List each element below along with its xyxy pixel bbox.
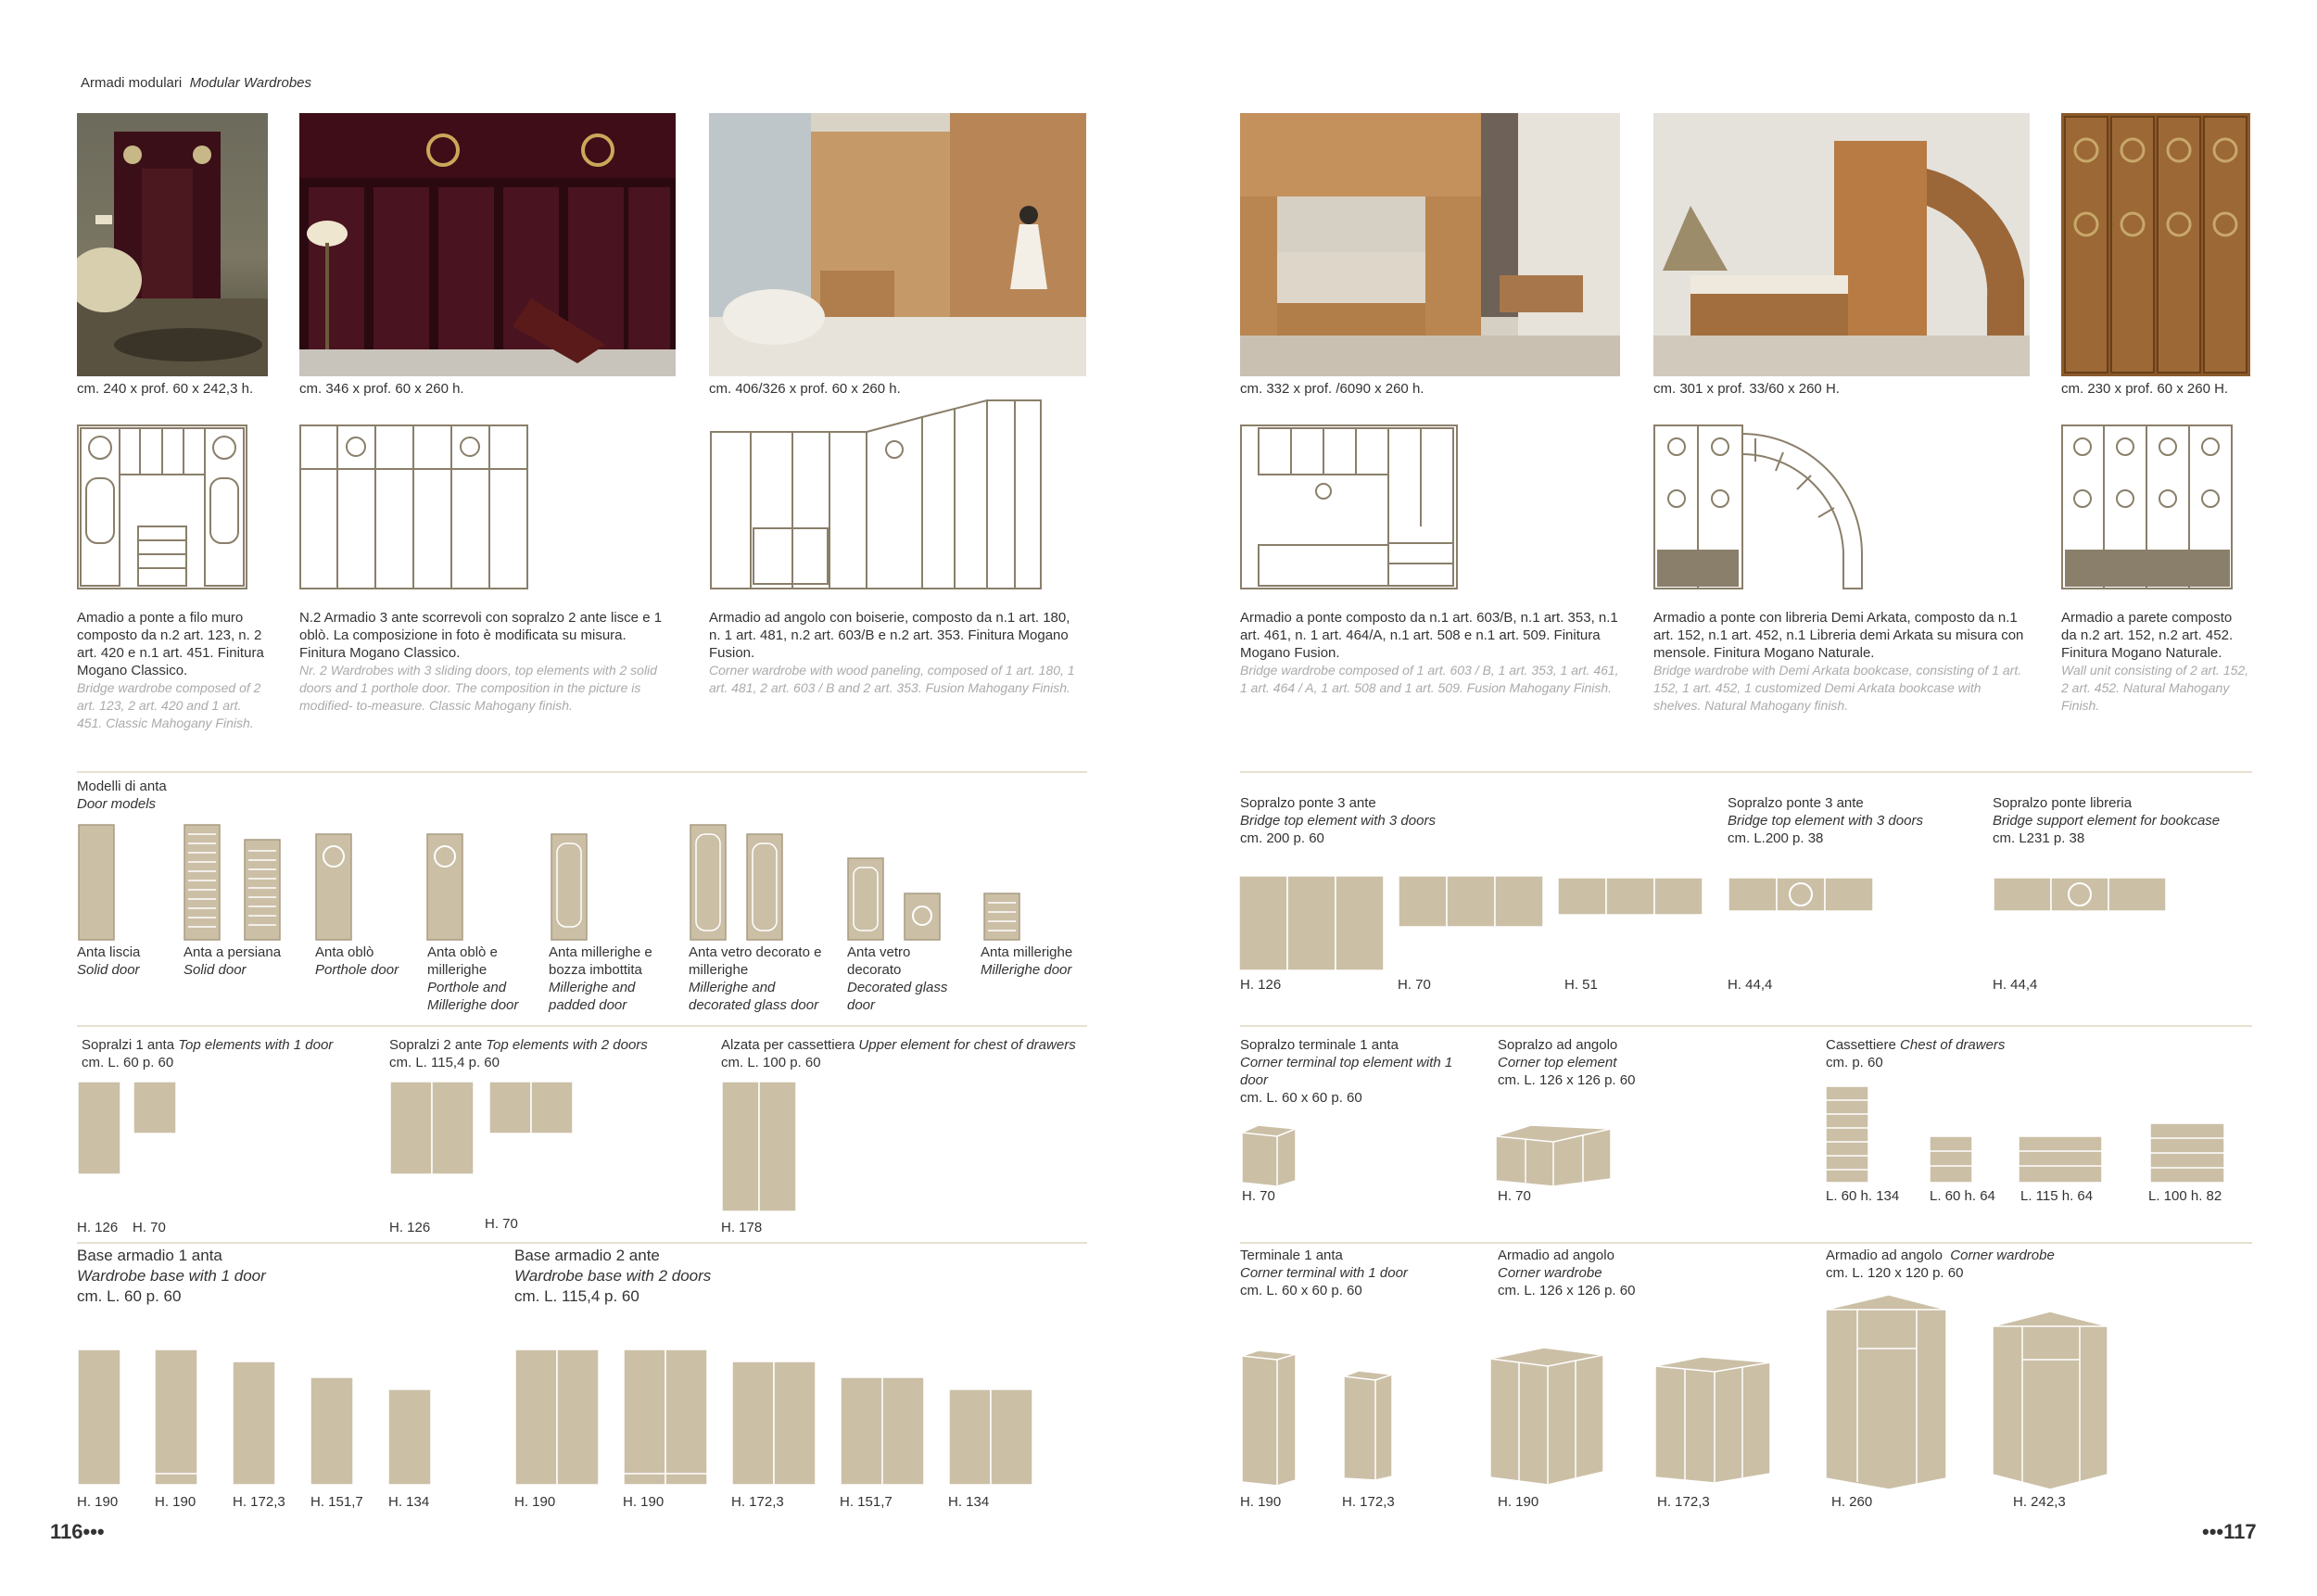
description-it: Armadio a ponte con libreria Demi Arkata, composto da n.1 art. 152, n.1 art. 452, n.1 Libreria demi Arkata su misura con mensole. Finitura Mogano Naturale. — [1653, 610, 2024, 661]
section-title: Sopralzo ponte 3 ante — [1240, 795, 1376, 811]
door-models-drawings — [77, 823, 1096, 944]
section-title: Base armadio 1 anta — [77, 1247, 222, 1264]
height-label: H. 190 — [1498, 1494, 1539, 1510]
divider — [77, 1025, 1087, 1027]
height-label: H. 190 — [77, 1494, 119, 1510]
door-porthole — [316, 834, 351, 940]
door-model-label: Anta oblò — [315, 944, 374, 960]
door-model-label: Anta millerighe — [981, 944, 1073, 960]
sopralzi-2-ante-drawing — [389, 1081, 575, 1175]
height-label: H. 172,3 — [1657, 1494, 1710, 1510]
section-title: Sopralzo ponte 3 ante — [1728, 795, 1864, 811]
terminale-top-drawing — [1240, 1123, 1299, 1188]
description-en: Corner wardrobe with wood paneling, composed of 1 art. 180, 1 art. 481, 2 art. 603 / B and 2 art. 353. Fusion Mahogany Finish. — [709, 663, 1075, 695]
armadio-angolo-grande-drawing — [1824, 1293, 2121, 1492]
section-title-block — [1240, 794, 1436, 847]
divider — [77, 1242, 1087, 1244]
height-label: L. 100 h. 82 — [2148, 1188, 2222, 1204]
door-solid — [79, 825, 114, 940]
sopralzi-1-anta-drawing — [77, 1081, 179, 1175]
height-label: H. 70 — [1242, 1188, 1275, 1204]
alzata-drawing — [721, 1081, 797, 1212]
door-model-label: Anta liscia — [77, 944, 141, 960]
section-title: Sopralzi 1 anta Top elements with 1 door — [82, 1037, 334, 1053]
door-millerighe — [984, 893, 1019, 940]
section-title-en: Wardrobe base with 2 doors — [514, 1267, 712, 1285]
drawing-sliding-wardrobe — [299, 424, 528, 589]
photo-bridge-wardrobe — [77, 113, 268, 376]
photo-arkata-bookcase — [1653, 113, 2030, 376]
divider — [1240, 1025, 2252, 1027]
section-dims: cm. L.200 p. 38 — [1728, 830, 1824, 846]
height-label: H. 172,3 — [731, 1494, 784, 1510]
photo-caption: cm. 346 x prof. 60 x 260 h. — [299, 381, 464, 397]
section-title: Armadio ad angolo — [1826, 1248, 1943, 1263]
section-title-block — [77, 1246, 266, 1307]
section-dims: cm. L. 115,4 p. 60 — [389, 1055, 500, 1070]
door-model-label: Anta oblò e millerighe — [427, 944, 498, 978]
door-model-item — [184, 944, 281, 979]
divider — [77, 771, 1087, 773]
photo-caption: cm. 406/326 x prof. 60 x 260 h. — [709, 381, 901, 397]
drawing-bridge-bed — [1240, 424, 1458, 589]
height-label: H. 44,4 — [1728, 977, 1773, 993]
section-title-en: Wardrobe base with 1 door — [77, 1267, 266, 1285]
door-model-item — [427, 944, 538, 1014]
height-label: H. 190 — [1240, 1494, 1282, 1510]
armadio-angolo-drawing — [1488, 1346, 1785, 1489]
description-it: Armadio ad angolo con boiserie, composto da n.1 art. 180, n. 1 art. 481, n.2 art. 603/B e n.2 art. 353. Finitura Mogano Fusion. — [709, 610, 1070, 661]
height-label: H. 190 — [623, 1494, 665, 1510]
description-en: Nr. 2 Wardrobes with 3 sliding doors, top elements with 2 solid doors and 1 porthole door. The composition in the picture is modified- to-measure. Classic Mahogany finish. — [299, 663, 657, 713]
top-element-126 — [78, 1082, 120, 1174]
section-title: Alzata per cassettiera Upper element for chest of drawers — [721, 1037, 1076, 1053]
section-title: Sopralzo ad angolo — [1498, 1037, 1618, 1053]
door-model-label: Anta vetro decorato — [847, 944, 911, 978]
height-label: H. 151,7 — [840, 1494, 893, 1510]
description-it: Armadio a parete composto da n.2 art. 152, n.2 art. 452. Finitura Mogano Naturale. — [2061, 610, 2234, 661]
door-model-item — [847, 944, 956, 1014]
door-model-label-en: Millerighe and padded door — [549, 980, 636, 1013]
height-label: H. 44,4 — [1993, 977, 2038, 993]
section-title-en: Corner terminal with 1 door — [1240, 1265, 1408, 1281]
section-dims: cm. p. 60 — [1826, 1055, 1883, 1070]
divider — [1240, 771, 2252, 773]
section-dims: cm. L. 60 x 60 p. 60 — [1240, 1090, 1362, 1106]
section-dims: cm. L. 126 x 126 p. 60 — [1498, 1072, 1636, 1088]
page-number-left: 116••• — [50, 1520, 105, 1543]
description-en: Bridge wardrobe composed of 2 art. 123, 2 art. 420 and 1 art. 451. Classic Mahogany Finish. — [77, 680, 261, 730]
door-models-title-en: Door models — [77, 796, 157, 812]
height-label: H. 134 — [388, 1494, 430, 1510]
height-label: L. 60 h. 134 — [1826, 1188, 1900, 1204]
height-label: H. 242,3 — [2013, 1494, 2066, 1510]
section-title: Base armadio 2 ante — [514, 1247, 660, 1264]
section-title-block — [514, 1246, 711, 1307]
description-block — [299, 609, 675, 715]
height-label: L. 115 h. 64 — [2020, 1188, 2094, 1204]
description-en: Bridge wardrobe with Demi Arkata bookcase, consisting of 1 art. 152, 1 art. 452, 1 customized Demi Arkata bookcase with shelves. Natural Mahogany finish. — [1653, 663, 2022, 713]
photo-sliding-wardrobe — [299, 113, 676, 376]
height-label: H. 70 — [1498, 1188, 1531, 1204]
sopralzo-ponte-porthole-drawing — [1728, 877, 1876, 912]
door-model-item — [549, 944, 669, 1014]
section-title-block — [1498, 1247, 1635, 1299]
drawing-wall-unit — [2061, 424, 2233, 589]
height-label: H. 172,3 — [233, 1494, 285, 1510]
sopralzo-ponte-drawing — [1238, 875, 1713, 971]
door-model-label: Anta a persiana — [184, 944, 282, 960]
section-dims: cm. L. 115,4 p. 60 — [514, 1287, 639, 1305]
description-en: Bridge wardrobe composed of 1 art. 603 / B, 1 art. 353, 1 art. 461, 1 art. 464 / A, 1 art. 508 and 1 art. 509. Fusion Mahogany Finish. — [1240, 663, 1619, 695]
door-model-label-en: Solid door — [184, 962, 247, 978]
description-block — [77, 609, 267, 732]
description-block — [1240, 609, 1622, 697]
cassettiere-drawing — [1824, 1084, 2228, 1184]
section-dims: cm. L. 60 p. 60 — [82, 1055, 174, 1070]
section-title-block — [1728, 794, 1923, 847]
section-title: Armadio ad angolo — [1498, 1248, 1614, 1263]
height-label: H. 70 — [133, 1220, 166, 1235]
height-label: H. 260 — [1831, 1494, 1873, 1510]
section-title-en: Corner wardrobe — [1950, 1248, 2055, 1263]
door-model-label-en: Solid door — [77, 962, 140, 978]
divider — [1240, 1242, 2252, 1244]
page-number-right: •••117 — [2202, 1520, 2257, 1543]
door-model-label-en: Millerighe door — [981, 962, 1072, 978]
door-model-item — [981, 944, 1072, 979]
door-model-item — [77, 944, 140, 979]
description-en: Wall unit consisting of 2 art. 152, 2 art. 452. Natural Mahogany Finish. — [2061, 663, 2249, 713]
section-title-en: Bridge top element with 3 doors — [1728, 813, 1923, 829]
height-label: H. 126 — [389, 1220, 431, 1235]
terminale-1-anta-drawing — [1240, 1349, 1407, 1488]
section-dims: cm. L. 60 x 60 p. 60 — [1240, 1283, 1362, 1298]
door-decorated-glass-2 — [905, 893, 940, 940]
height-label: H. 151,7 — [310, 1494, 363, 1510]
height-label: H. 126 — [1240, 977, 1282, 993]
angolo-top-drawing — [1494, 1123, 1614, 1188]
section-dims: cm. 200 p. 60 — [1240, 830, 1324, 846]
door-model-label-en: Porthole door — [315, 962, 399, 978]
photo-caption: cm. 230 x prof. 60 x 260 H. — [2061, 381, 2229, 397]
door-model-item — [689, 944, 828, 1014]
header-title-en: Modular Wardrobes — [189, 75, 312, 91]
section-title-en: Corner top element — [1498, 1055, 1617, 1070]
door-models-title: Modelli di anta — [77, 779, 167, 794]
drawing-corner-wardrobe — [709, 399, 1043, 589]
section-dims: cm. L. 60 p. 60 — [77, 1287, 182, 1305]
description-block — [2061, 609, 2251, 715]
description-block — [709, 609, 1084, 697]
section-title-en: Bridge top element with 3 doors — [1240, 813, 1436, 829]
section-title: Terminale 1 anta — [1240, 1248, 1343, 1263]
base-1-anta-drawing — [77, 1349, 448, 1488]
height-label: H. 190 — [155, 1494, 196, 1510]
height-label: H. 70 — [485, 1216, 518, 1232]
sopralzo-libreria-drawing — [1993, 877, 2169, 912]
drawing-arkata-bookcase — [1653, 424, 1867, 589]
height-label: H. 126 — [77, 1220, 119, 1235]
section-dims: cm. L. 100 p. 60 — [721, 1055, 821, 1070]
section-title-en: Corner terminal top element with 1 door — [1240, 1055, 1453, 1088]
photo-caption: cm. 240 x prof. 60 x 242,3 h. — [77, 381, 254, 397]
height-label: H. 134 — [948, 1494, 990, 1510]
section-header — [81, 74, 311, 92]
door-model-item — [315, 944, 399, 979]
description-it: Armadio a ponte composto da n.1 art. 603/B, n.1 art. 353, n.1 art. 461, n. 1 art. 464/A, n.1 art. 508 e n.1 art. 509. Finitura Mogano Fusion. — [1240, 610, 1618, 661]
height-label: H. 51 — [1564, 977, 1598, 993]
section-title-block — [1993, 794, 2220, 847]
section-title-block — [1240, 1247, 1408, 1299]
section-title: Sopralzo terminale 1 anta — [1240, 1037, 1399, 1053]
section-dims: cm. L. 120 x 120 p. 60 — [1826, 1265, 1964, 1281]
door-louvre-1 — [184, 825, 220, 940]
section-title-block — [1498, 1036, 1635, 1089]
photo-caption: cm. 332 x prof. /6090 x 260 h. — [1240, 381, 1424, 397]
section-title: Sopralzo ponte libreria — [1993, 795, 2133, 811]
section-title-en: Bridge support element for bookcase — [1993, 813, 2221, 829]
section-title: Cassettiere Chest of drawers — [1826, 1037, 2006, 1053]
door-model-label-en: Millerighe and decorated glass door — [689, 980, 819, 1013]
section-title: Sopralzi 2 ante Top elements with 2 doors — [389, 1037, 648, 1053]
section-dims: cm. L231 p. 38 — [1993, 830, 2085, 846]
section-title-en: Corner wardrobe — [1498, 1265, 1602, 1281]
photo-caption: cm. 301 x prof. 33/60 x 260 H. — [1653, 381, 1840, 397]
height-label: H. 172,3 — [1342, 1494, 1395, 1510]
section-title-block — [1240, 1036, 1481, 1107]
door-model-label-en: Decorated glass door — [847, 980, 948, 1013]
door-model-label: Anta millerighe e bozza imbottita — [549, 944, 652, 978]
description-it: N.2 Armadio 3 ante scorrevoli con sopralzo 2 ante lisce e 1 oblò. La composizione in foto è modificata su misura. Finitura Mogano Classico. — [299, 610, 663, 661]
drawing-bridge-wardrobe — [77, 424, 248, 589]
height-label: H. 190 — [514, 1494, 556, 1510]
door-porthole-millerighe — [427, 834, 462, 940]
height-label: L. 60 h. 64 — [1930, 1188, 1995, 1204]
photo-corner-wardrobe — [709, 113, 1086, 376]
photo-bridge-bed — [1240, 113, 1620, 376]
section-title-block — [1826, 1247, 2055, 1282]
top-element-70 — [133, 1082, 176, 1134]
description-block — [1653, 609, 2029, 715]
section-dims: cm. L. 126 x 126 p. 60 — [1498, 1283, 1636, 1298]
height-label: H. 70 — [1398, 977, 1431, 993]
base-2-ante-drawing — [514, 1349, 1043, 1488]
header-title: Armadi modulari — [81, 75, 183, 91]
height-label: H. 178 — [721, 1220, 763, 1235]
door-model-label: Anta vetro decorato e millerighe — [689, 944, 822, 978]
door-model-label-en: Porthole and Millerighe door — [427, 980, 519, 1013]
description-it: Amadio a ponte a filo muro composto da n.2 art. 123, n. 2 art. 420 e n.1 art. 451. Finitura Mogano Classico. — [77, 610, 264, 678]
photo-wall-unit — [2061, 113, 2250, 376]
